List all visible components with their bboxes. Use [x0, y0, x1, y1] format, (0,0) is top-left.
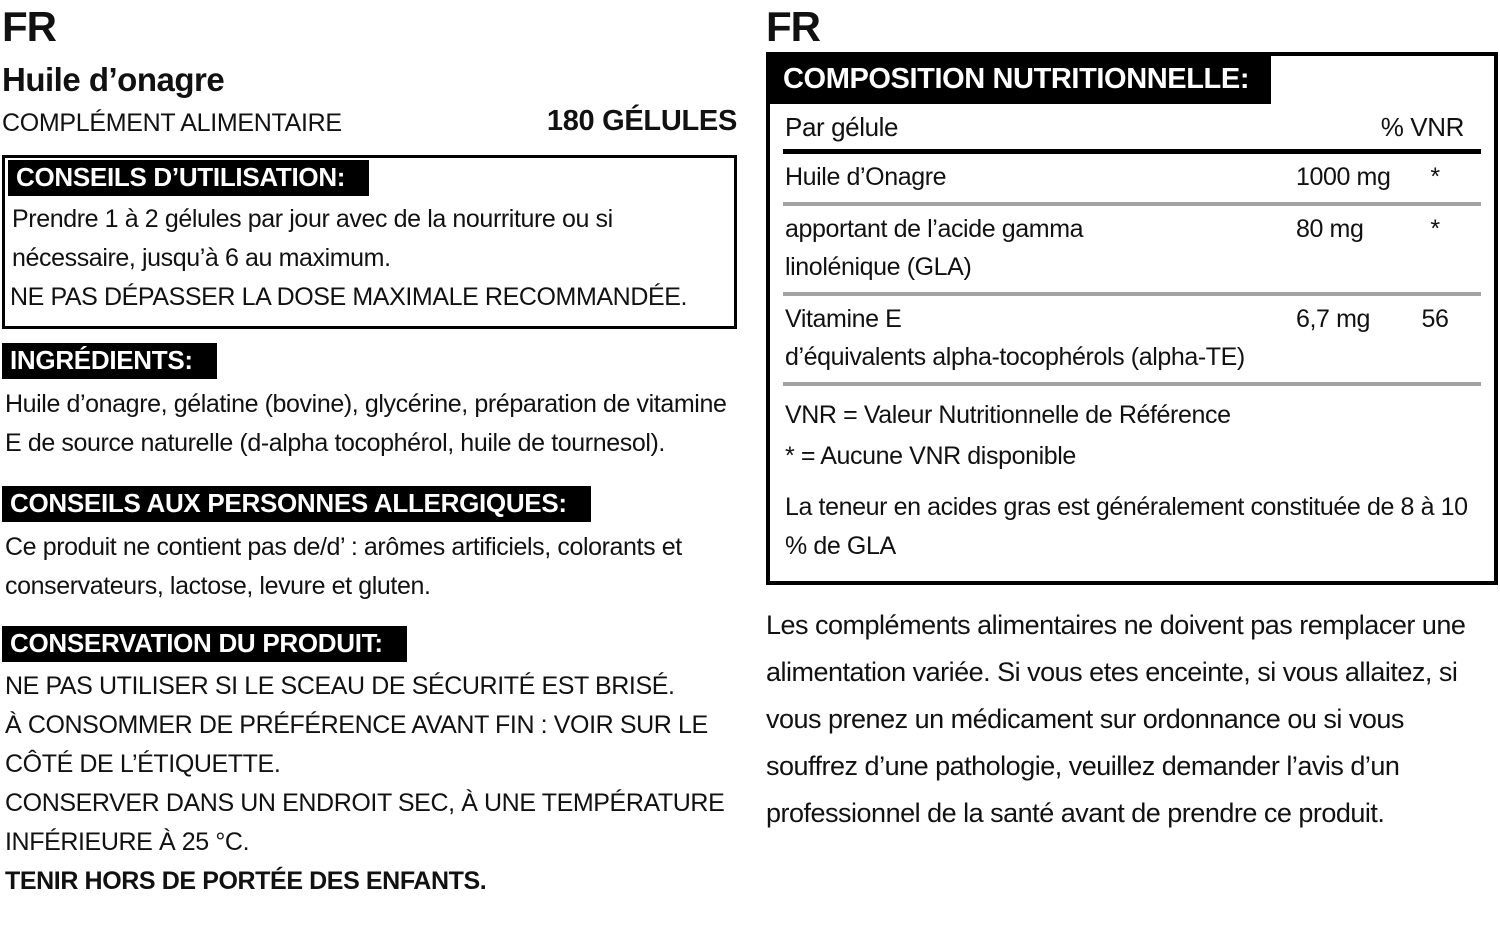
right-column	[766, 3, 1498, 837]
supplement-disclaimer: Les compléments alimentaires ne doivent pas remplacer une alimentation variée. Si vous etes enceinte, si vous allaitez, si vous prenez un médicament sur ordonnance ou si vous souffrez d’une pathologie, veuillez demander l’avis d’un professionnel de la santé avant de prendre ce produit.	[766, 610, 1466, 828]
table-row	[770, 154, 1494, 202]
row-vnr: 56	[1421, 305, 1449, 333]
nutrition-table	[766, 52, 1498, 585]
allergy-heading: CONSEILS AUX PERSONNES ALLERGIQUES:	[2, 486, 591, 522]
row-name-continued: linolénique (GLA)	[785, 253, 972, 281]
capsule-count: 180 GÉLULES	[546, 104, 737, 137]
ingredients-section	[2, 343, 737, 463]
row-vnr: *	[1430, 215, 1440, 243]
allergy-body: Ce produit ne contient pas de/d’ : arômes artificiels, colorants et conservateurs, lactose, levure et gluten.	[5, 532, 682, 600]
storage-line-seal: NE PAS UTILISER SI LE SCEAU DE SÉCURITÉ EST BRISÉ.	[5, 671, 675, 700]
table-row	[770, 206, 1494, 292]
col-header-per-capsule: Par gélule	[785, 112, 899, 142]
row-vnr: *	[1430, 163, 1440, 191]
ingredients-body: Huile d’onagre, gélatine (bovine), glycérine, préparation de vitamine E de source naturelle (d-alpha tocophérol, huile de tournesol).	[5, 389, 727, 457]
language-tag-right: FR	[766, 3, 820, 50]
usage-warning: NE PAS DÉPASSER LA DOSE MAXIMALE RECOMMANDÉE.	[10, 282, 688, 311]
allergy-section	[2, 486, 737, 606]
row-name: apportant de l’acide gamma	[785, 215, 1084, 243]
gla-content-note: La teneur en acides gras est généralement constituée de 8 à 10 % de GLA	[785, 493, 1468, 560]
storage-body	[2, 667, 737, 901]
row-name: Vitamine E	[785, 305, 902, 333]
nutrition-column-headers	[770, 104, 1494, 149]
row-amount: 1000 mg	[1296, 163, 1391, 191]
row-name: Huile d’Onagre	[785, 163, 947, 191]
storage-line-bestbefore: À CONSOMMER DE PRÉFÉRENCE AVANT FIN : VOIR SUR LE CÔTÉ DE L’ÉTIQUETTE.	[5, 710, 708, 778]
row-amount: 80 mg	[1296, 215, 1364, 243]
usage-directions-box	[2, 155, 737, 329]
footnote-vnr: VNR = Valeur Nutritionnelle de Référence	[785, 401, 1231, 429]
footnote-asterisk: * = Aucune VNR disponible	[785, 442, 1076, 470]
table-footnotes	[770, 386, 1494, 477]
storage-heading: CONSERVATION DU PRODUIT:	[2, 626, 407, 662]
product-subtitle: COMPLÉMENT ALIMENTAIRE	[2, 108, 342, 137]
storage-line-dryplace: CONSERVER DANS UN ENDROIT SEC, À UNE TEMPÉRATURE INFÉRIEURE À 25 °C.	[5, 788, 725, 856]
usage-body: Prendre 1 à 2 gélules par jour avec de la nourriture ou si nécessaire, jusqu’à 6 au maximum.	[12, 204, 613, 272]
usage-heading: CONSEILS D’UTILISATION:	[8, 160, 369, 196]
nutrition-heading: COMPOSITION NUTRITIONNELLE:	[770, 56, 1271, 104]
col-header-vnr: % VNR	[1380, 112, 1464, 142]
ingredients-heading: INGRÉDIENTS:	[2, 343, 217, 379]
storage-line-children: TENIR HORS DE PORTÉE DES ENFANTS.	[5, 866, 487, 895]
row-name-continued: d’équivalents alpha-tocophérols (alpha-TE)	[785, 343, 1245, 371]
product-name: Huile d’onagre	[2, 61, 225, 98]
language-tag-left: FR	[2, 3, 56, 50]
table-row	[770, 296, 1494, 382]
row-amount: 6,7 mg	[1296, 305, 1371, 333]
storage-section	[2, 626, 737, 901]
subtitle-row	[2, 105, 737, 138]
left-column	[2, 3, 737, 901]
